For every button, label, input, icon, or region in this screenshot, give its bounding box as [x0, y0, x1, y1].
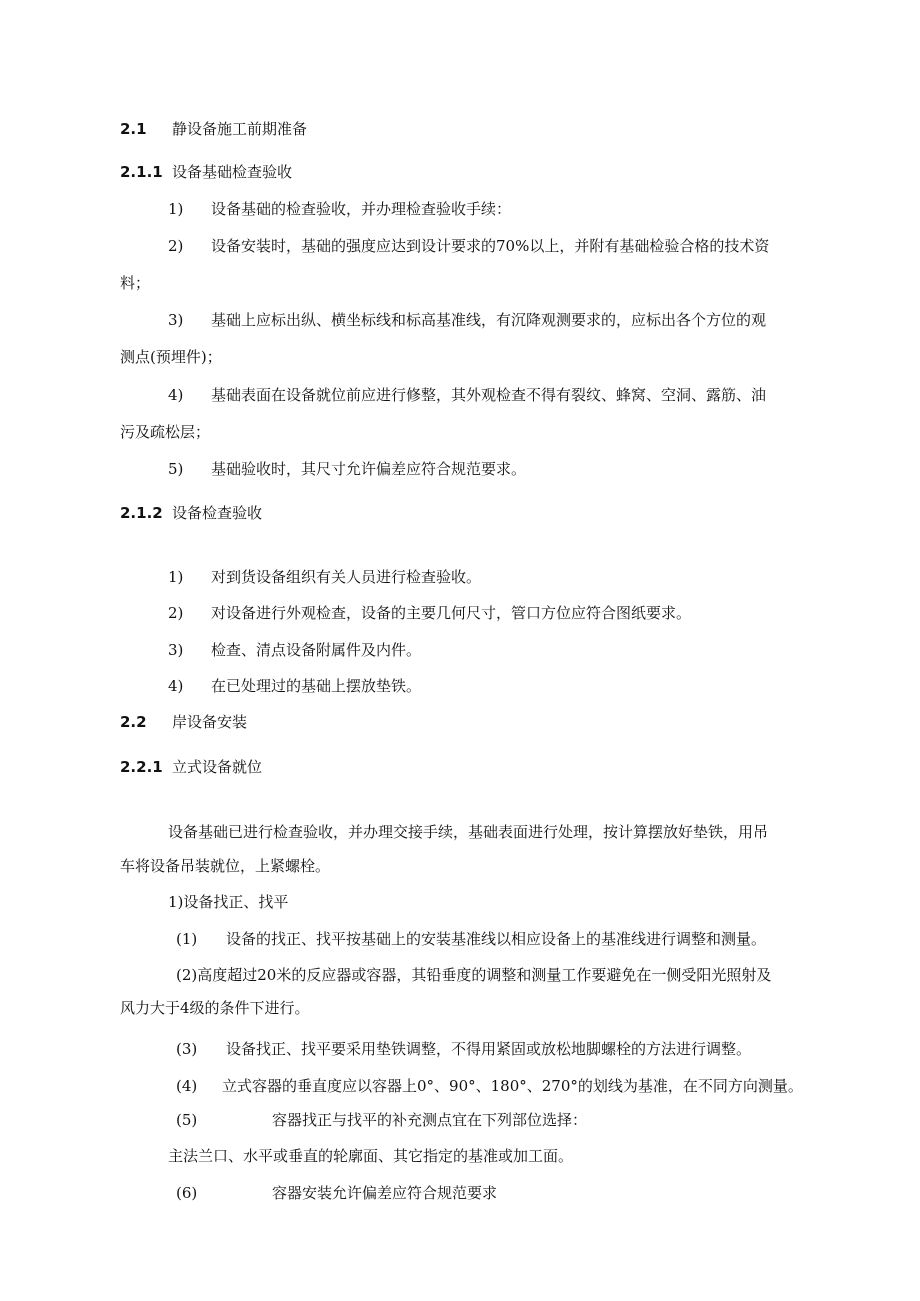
list-item-continuation: 料； — [120, 274, 151, 292]
list-item — [176, 1183, 497, 1203]
list-item-text: 容器找正与找平的补充测点宜在下列部位选择： — [272, 1111, 588, 1129]
list-item-number: 3) — [168, 641, 184, 659]
list-item — [168, 459, 526, 479]
section-number: 2.1.1 — [120, 163, 163, 181]
list-item-text: 基础验收时，其尺寸允许偏差应符合规范要求。 — [211, 460, 527, 478]
section-number: 2.1.2 — [120, 504, 163, 522]
section-title: 静设备施工前期准备 — [172, 120, 308, 138]
paragraph-line: 设备基础已进行检查验收，并办理交接手续，基础表面进行处理，按计算摆放好垫铁，用吊 — [168, 823, 769, 841]
list-item-text: 设备的找正、找平按基础上的安装基准线以相应设备上的基准线进行调整和测量。 — [226, 930, 767, 948]
list-item-text: 设备基础的检查验收，并办理检查验收手续： — [211, 200, 512, 218]
sub-heading: 1)设备找正、找平 — [168, 893, 289, 911]
list-item — [168, 236, 838, 256]
list-item-number: 2) — [168, 604, 184, 622]
section-heading-2-1-2 — [120, 503, 262, 523]
paragraph-line: 车将设备吊装就位，上紧螺栓。 — [120, 857, 331, 875]
list-item — [176, 1039, 751, 1059]
section-title: 岸设备安装 — [172, 713, 248, 731]
list-item-number: (3) — [176, 1040, 198, 1058]
section-heading-2-2 — [120, 712, 247, 732]
list-item-text: 设备安装时，基础的强度应达到设计要求的70%以上，并附有基础检验合格的技术资 — [211, 237, 770, 255]
list-item-number: 5) — [168, 460, 184, 478]
list-item-number: 1) — [168, 568, 184, 586]
list-item-text: 对设备进行外观检查，设备的主要几何尺寸，管口方位应符合图纸要求。 — [211, 604, 692, 622]
list-item-continuation: 测点(预埋件)； — [120, 348, 222, 366]
list-item-number: 4) — [168, 386, 184, 404]
list-item-text: 设备找正、找平要采用垫铁调整，不得用紧固或放松地脚螺栓的方法进行调整。 — [226, 1040, 752, 1058]
list-item-continuation: 风力大于4级的条件下进行。 — [120, 999, 310, 1017]
list-item-text: 基础表面在设备就位前应进行修整，其外观检查不得有裂纹、蜂窝、空洞、露筋、油 — [211, 386, 767, 404]
list-item — [168, 603, 691, 623]
list-item-text: 对到货设备组织有关人员进行检查验收。 — [211, 568, 482, 586]
list-item-number: 2) — [168, 237, 184, 255]
list-item-continuation: 污及疏松层； — [120, 423, 211, 441]
list-item-text: (2)高度超过20米的反应器或容器，其铅垂度的调整和测量工作要避免在一侧受阳光照射及 — [176, 966, 772, 984]
list-item-number: 1) — [168, 200, 184, 218]
list-item — [176, 965, 771, 985]
list-item — [168, 310, 766, 330]
list-item-number: (4) — [176, 1077, 198, 1095]
list-item — [176, 929, 766, 949]
section-number: 2.1 — [120, 120, 147, 138]
list-item-text: 在已处理过的基础上摆放垫铁。 — [211, 677, 422, 695]
section-title: 设备基础检查验收 — [172, 163, 293, 181]
section-number: 2.2.1 — [120, 758, 163, 776]
list-item-text: 基础上应标出纵、横坐标线和标高基准线，有沉降观测要求的，应标出各个方位的观 — [211, 311, 767, 329]
list-item-number: (6) — [176, 1184, 198, 1202]
list-item-continuation: 主法兰口、水平或垂直的轮廓面、其它指定的基准或加工面。 — [168, 1147, 574, 1165]
list-item-text: 容器安装允许偏差应符合规范要求 — [272, 1184, 498, 1202]
list-item-number: 4) — [168, 677, 184, 695]
section-title: 立式设备就位 — [172, 758, 263, 776]
list-item — [168, 640, 421, 660]
list-item — [176, 1110, 587, 1130]
section-heading-2-2-1 — [120, 757, 262, 777]
list-item-number: 3) — [168, 311, 184, 329]
list-item — [168, 385, 766, 405]
list-item-text: 检查、清点设备附属件及内件。 — [211, 641, 422, 659]
list-item-number: (5) — [176, 1111, 198, 1129]
section-heading-2-1 — [120, 119, 307, 139]
list-item — [168, 676, 421, 696]
list-item-number: (1) — [176, 930, 198, 948]
list-item — [168, 567, 481, 587]
section-number: 2.2 — [120, 713, 147, 731]
list-item — [168, 199, 511, 219]
list-item-text: 立式容器的垂直度应以容器上0°、90°、180°、270°的划线为基准，在不同方向测量。 — [222, 1077, 803, 1095]
list-item — [176, 1076, 803, 1096]
section-heading-2-1-1 — [120, 162, 292, 182]
section-title: 设备检查验收 — [172, 504, 263, 522]
